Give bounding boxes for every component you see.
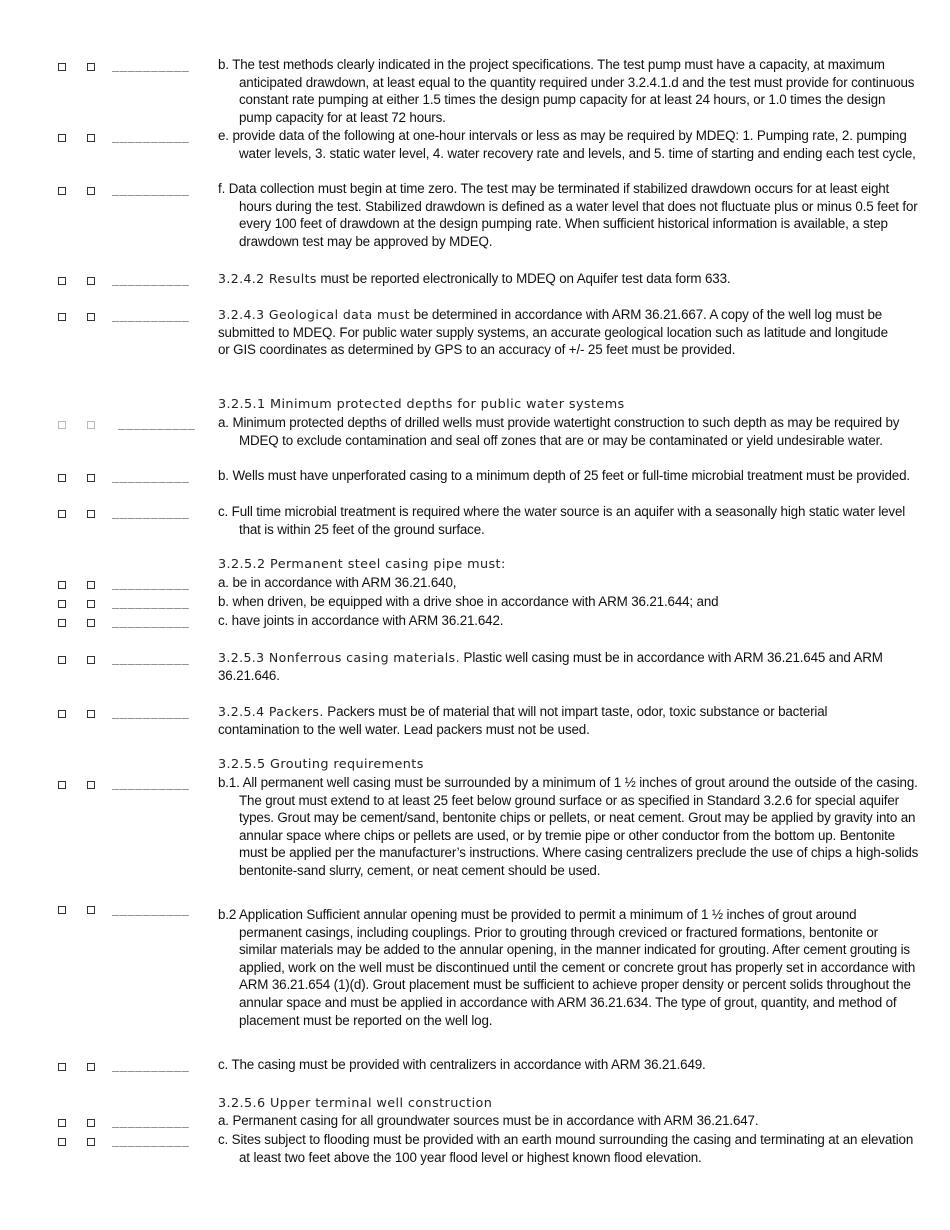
checkbox-yes[interactable] <box>58 581 66 589</box>
checkbox-no[interactable] <box>87 1119 95 1127</box>
checkbox-no[interactable] <box>87 474 95 482</box>
section-heading: 3.2.5.2 Permanent steel casing pipe must: <box>218 557 506 572</box>
initials-blank[interactable]: __________ <box>112 469 190 483</box>
initials-blank[interactable]: __________ <box>112 576 190 590</box>
section-body: Packers must be of material that will not impart taste, odor, toxic substance or bacterial contamination to the well water. Lead packers must not be used. <box>218 704 828 737</box>
item-text: c. have joints in accordance with ARM 36.21.642. <box>218 613 504 628</box>
checkbox-yes[interactable] <box>58 1063 66 1071</box>
initials-blank[interactable]: __________ <box>112 614 190 628</box>
section-number: 3.2.4.3 Geological data must <box>218 307 411 322</box>
item-text: c. Full time microbial treatment is required where the water source is an aquifer with a seasonally high static water level that is within 25 feet of the ground surface. <box>218 504 906 537</box>
item-text <box>218 306 898 359</box>
item-text: b. The test methods clearly indicated in the project specifications. The test pump must have a capacity, at maximum anticipated drawdown, at least equal to the quantity required under 3.2.4.1.d and the test must provide for continuous constant rate pumping at either 1.5 times the design pump capacity for at least 24 hours, or 1.0 times the design pump capacity for at least 72 hours. <box>218 57 915 125</box>
checkbox-yes[interactable] <box>58 313 66 321</box>
checkbox-yes[interactable] <box>58 1138 66 1146</box>
checkbox-yes[interactable] <box>58 421 66 429</box>
checkbox-no[interactable] <box>87 600 95 608</box>
item-text: c. Sites subject to flooding must be provided with an earth mound surrounding the casing and terminating at an elevation at least two feet above the 100 year flood level or highest known flood elevation. <box>218 1132 914 1165</box>
checkbox-no[interactable] <box>87 619 95 627</box>
item-text: b. when driven, be equipped with a drive shoe in accordance with ARM 36.21.644; and <box>218 594 719 609</box>
checkbox-yes[interactable] <box>58 906 66 914</box>
checkbox-no[interactable] <box>87 710 95 718</box>
checkbox-yes[interactable] <box>58 656 66 664</box>
item-text: a. be in accordance with ARM 36.21.640, <box>218 575 457 590</box>
section-number: 3.2.5.3 Nonferrous casing materials. <box>218 650 460 665</box>
initials-blank[interactable]: __________ <box>112 1133 190 1147</box>
section-heading: 3.2.5.5 Grouting requirements <box>218 757 424 772</box>
initials-blank[interactable]: __________ <box>112 129 190 143</box>
checkbox-no[interactable] <box>87 421 95 429</box>
checkbox-yes[interactable] <box>58 187 66 195</box>
initials-blank[interactable]: __________ <box>112 272 190 286</box>
section-body: be determined in accordance with ARM 36.21.667. A copy of the well log must be submitted to MDEQ. For public water supply systems, an accurate geological location such as latitude and longitude or GIS coordinates as determined by GPS to an accuracy of +/- 25 feet must be provided. <box>218 307 888 358</box>
checkbox-yes[interactable] <box>58 474 66 482</box>
item-text: b.1. All permanent well casing must be surrounded by a minimum of 1 ½ inches of grout around the outside of the casing. The grout must extend to at least 25 feet below ground surface or as specified in Standard 3.2.6 for special aquifer types. Grout may be cement/sand, bentonite chips or pellets, or neat cement. Grout may be applied by gravity into an annular space where chips or pellets are used, or by tremie pipe or other conductor from the bottom up. Bentonite must be applied per the manufacturer’s instructions. Where casing centralizers preclude the use of chips a high-solids bentonite-sand slurry, cement, or neat cement should be used. <box>218 775 919 878</box>
checkbox-yes[interactable] <box>58 134 66 142</box>
checkbox-no[interactable] <box>87 581 95 589</box>
checkbox-no[interactable] <box>87 1063 95 1071</box>
checkbox-no[interactable] <box>87 656 95 664</box>
section-heading: 3.2.5.1 Minimum protected depths for public water systems <box>218 397 625 412</box>
checkbox-yes[interactable] <box>58 781 66 789</box>
checkbox-yes[interactable] <box>58 710 66 718</box>
checkbox-yes[interactable] <box>58 1119 66 1127</box>
checkbox-yes[interactable] <box>58 63 66 71</box>
checkbox-no[interactable] <box>87 187 95 195</box>
initials-blank[interactable]: __________ <box>112 902 190 916</box>
item-text <box>218 703 898 738</box>
initials-blank[interactable]: __________ <box>112 651 190 665</box>
checkbox-no[interactable] <box>87 510 95 518</box>
item-text <box>218 649 898 684</box>
section-number: 3.2.5.4 Packers. <box>218 704 324 719</box>
initials-blank[interactable]: __________ <box>112 58 190 72</box>
item-text: a. Minimum protected depths of drilled wells must provide watertight construction to such depth as may be required by MDEQ to exclude contamination and seal off zones that are or may be contaminated or yield undesirable water. <box>218 415 900 448</box>
item-text: a. Permanent casing for all groundwater sources must be in accordance with ARM 36.21.647. <box>218 1113 759 1128</box>
checkbox-yes[interactable] <box>58 510 66 518</box>
item-text: b.2 Application Sufficient annular opening must be provided to permit a minimum of 1 ½ inches of grout around permanent casings, including couplings. Prior to grouting through creviced or fractured formations, bentonite or similar materials may be added to the annular opening, in the manner indicated for grouting. After cement grouting is applied, work on the well must be discontinued until the cement or concrete grout has properly set in accordance with ARM 36.21.654 (1)(d). Grout placement must be sufficient to achieve proper density or percent solids throughout the annular space and must be applied in accordance with ARM 36.21.634. The type of grout, quantity, and method of placement must be reported on the well log. <box>218 907 916 1028</box>
initials-blank[interactable]: __________ <box>112 1114 190 1128</box>
initials-blank[interactable]: __________ <box>112 595 190 609</box>
checkbox-no[interactable] <box>87 781 95 789</box>
checkbox-no[interactable] <box>87 134 95 142</box>
section-body: must be reported electronically to MDEQ on Aquifer test data form 633. <box>316 271 731 286</box>
checkbox-yes[interactable] <box>58 619 66 627</box>
item-text <box>218 270 898 288</box>
item-text: e. provide data of the following at one-hour intervals or less as may be required by MDEQ: 1. Pumping rate, 2. pumping water levels, 3. static water level, 4. water recovery rate and levels, and 5. time of starting and ending each test cycle, <box>218 128 916 161</box>
checkbox-no[interactable] <box>87 906 95 914</box>
initials-blank[interactable]: __________ <box>112 308 190 322</box>
item-text: c. The casing must be provided with centralizers in accordance with ARM 36.21.649. <box>218 1057 706 1072</box>
item-text: f. Data collection must begin at time zero. The test may be terminated if stabilized drawdown occurs for at least eight hours during the test. Stabilized drawdown is defined as a water level that does not fluctuate plus or minus 0.5 feet for every 100 feet of drawdown at the design pumping rate. When sufficient historical information is available, a step drawdown test may be approved by MDEQ. <box>218 181 918 249</box>
checkbox-yes[interactable] <box>58 600 66 608</box>
initials-blank[interactable]: __________ <box>112 182 190 196</box>
item-text: b. Wells must have unperforated casing to a minimum depth of 25 feet or full-time microbial treatment must be provided. <box>218 468 910 483</box>
checkbox-no[interactable] <box>87 277 95 285</box>
initials-blank[interactable]: __________ <box>112 1058 190 1072</box>
section-number: 3.2.4.2 Results <box>218 271 317 286</box>
section-heading: 3.2.5.6 Upper terminal well construction <box>218 1096 493 1111</box>
initials-blank[interactable]: __________ <box>112 705 190 719</box>
initials-blank[interactable]: __________ <box>112 505 190 519</box>
section-body: Plastic well casing must be in accordance with ARM 36.21.645 and ARM 36.21.646. <box>218 650 883 683</box>
checkbox-no[interactable] <box>87 313 95 321</box>
initials-blank[interactable]: __________ <box>112 776 190 790</box>
initials-blank[interactable]: __________ <box>118 416 196 430</box>
checkbox-no[interactable] <box>87 1138 95 1146</box>
checkbox-no[interactable] <box>87 63 95 71</box>
checkbox-yes[interactable] <box>58 277 66 285</box>
